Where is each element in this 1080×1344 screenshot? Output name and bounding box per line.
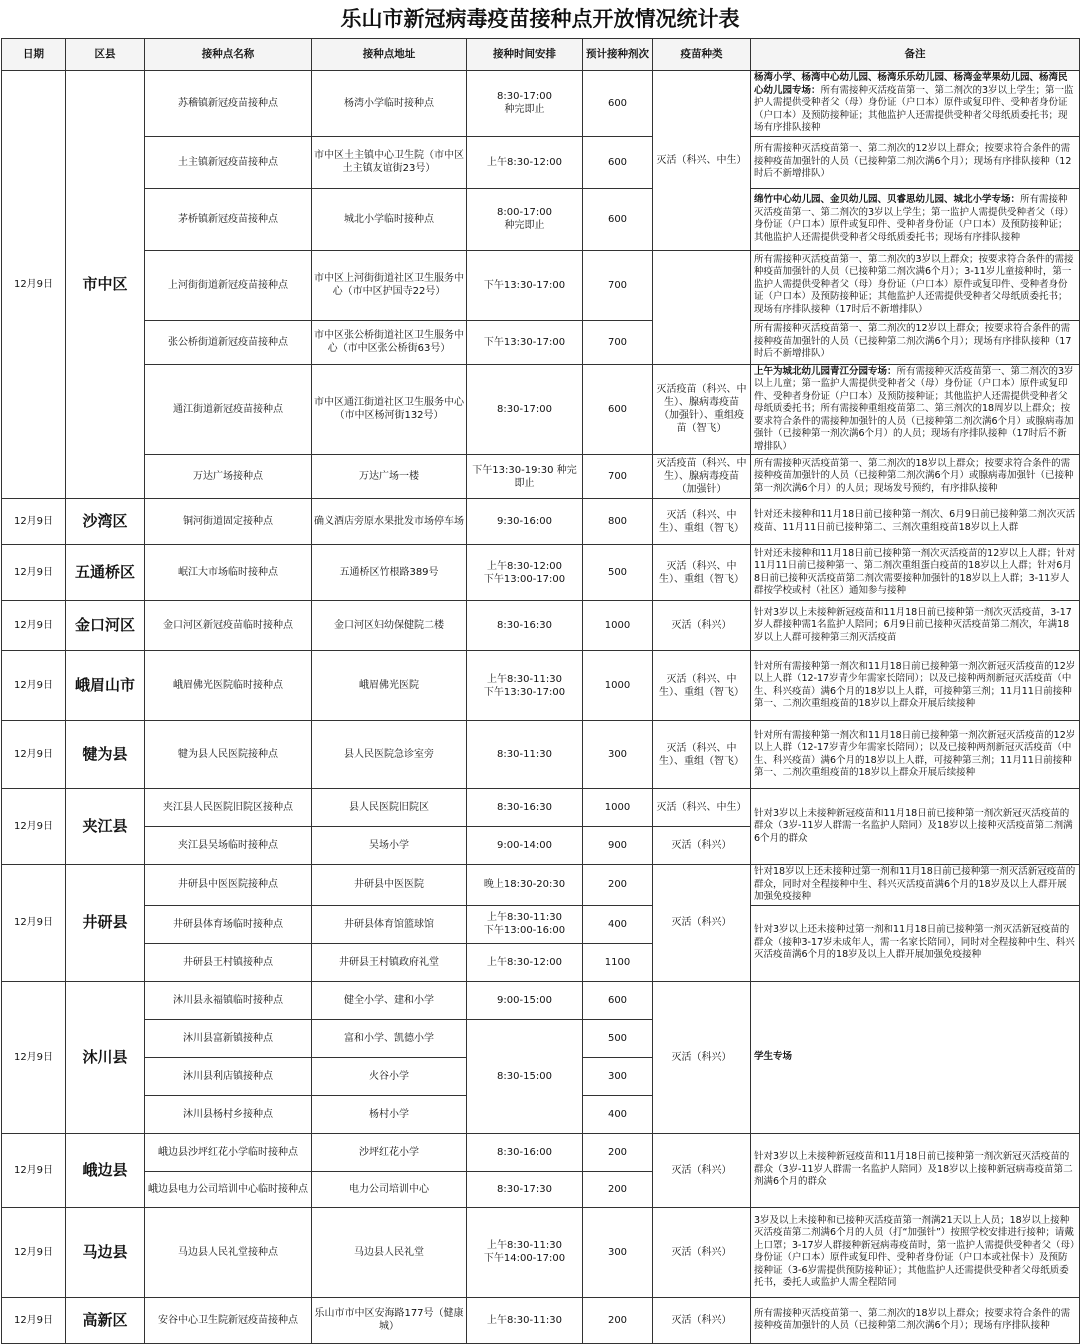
vaccine-type-cell (653, 250, 751, 364)
doses-cell: 300 (583, 721, 653, 789)
remarks-cell (751, 905, 1080, 981)
site-name-cell: 峨边县沙坪红花小学临时接种点 (145, 1133, 312, 1171)
doses-cell: 600 (583, 136, 653, 188)
address-cell: 金口河区妇幼保健院二楼 (312, 601, 467, 651)
doses-cell: 200 (583, 865, 653, 906)
remarks-text: 针对3岁以上还未接种过第一剂和11月18日前已接种第一剂灭活新冠疫苗的群众（接种3-17岁未成年人，需一名家长陪同），同时对全程接种中生、科兴灭活疫苗满6个月的18岁及以上人群开展加强免疫接种 (754, 924, 1075, 961)
table-row (2, 1207, 1080, 1297)
table-row (2, 789, 1080, 827)
time-cell: 8:30-16:30 (467, 789, 583, 827)
address-cell: 城北小学临时接种点 (312, 188, 467, 250)
remarks-cell (751, 981, 1080, 1133)
date-cell: 12月9日 (2, 499, 66, 545)
site-name-cell: 张公桥街道新冠疫苗接种点 (145, 320, 312, 364)
address-cell: 市中区张公桥街道社区卫生服务中心（市中区张公桥街63号） (312, 320, 467, 364)
site-name-cell: 沐川县富新镇接种点 (145, 1019, 312, 1057)
time-cell: 下午13:30-17:00 (467, 250, 583, 320)
remarks-text: 针对3岁以上未接种新冠疫苗和11月18日前已接种第一剂次灭活疫苗，3-17岁人群接种需1名监护人陪同；6月9日前已接种灭活疫苗第二剂次，年满18岁以上人群可接种第三剂灭活疫苗 (754, 606, 1072, 643)
date-cell: 12月9日 (2, 601, 66, 651)
date-cell: 12月9日 (2, 1207, 66, 1297)
remarks-cell (751, 545, 1080, 601)
site-name-cell: 铜河街道固定接种点 (145, 499, 312, 545)
site-name-cell: 万达广场接种点 (145, 455, 312, 499)
remarks-cell (751, 789, 1080, 865)
doses-cell: 500 (583, 545, 653, 601)
time-cell: 上午8:30-11:30 (467, 1297, 583, 1343)
remarks-text: 所有需接种灭活疫苗第一、第二剂次的18岁以上群众；按要求符合条件的需接种疫苗加强针的人员（已接种第二剂次满6个月）或腺病毒加强针（已接种第一剂次满6个月）的人员；现场发号预约，有序排队接种 (754, 457, 1074, 494)
doses-cell: 400 (583, 1095, 653, 1133)
vaccine-type-cell: 灭活（科兴） (653, 1297, 751, 1343)
site-name-cell: 通江街道新冠疫苗接种点 (145, 364, 312, 455)
header-vaccine-type: 疫苗种类 (653, 39, 751, 71)
vaccine-type-cell: 灭活（科兴、中生）、重组（智飞） (653, 545, 751, 601)
remarks-cell (751, 865, 1080, 906)
district-cell: 高新区 (66, 1297, 145, 1343)
time-cell: 8:30-16:00 (467, 1133, 583, 1171)
address-cell: 吴场小学 (312, 827, 467, 865)
remarks-highlight: 杨湾小学、杨湾中心幼儿园、杨湾乐乐幼儿园、杨湾金苹果幼儿园、杨湾民心幼儿园专场： (754, 72, 1068, 96)
address-cell: 杨湾小学临时接种点 (312, 71, 467, 137)
remarks-text: 所有需接种灭活疫苗第一、第二剂次的12岁以上群众；按要求符合条件的需接种疫苗加强针的人员（已接种第二剂次满6个月）；现场有序排队接种（17时后不新增排队） (754, 323, 1072, 360)
remarks-text: 针对还未接种和11月18日前已接种第一剂次、6月9日前已接种第二剂次灭活疫苗、11月11日前已接种第二、三剂次重组疫苗18岁以上人群 (754, 509, 1076, 533)
remarks-text: 针对3岁以上未接种新冠疫苗和11月18日前已接种第一剂次新冠灭活疫苗的群众（3岁-11岁人群需一名监护人陪同）及18岁以上接种灭活疫苗第二剂满6个月的群众 (754, 807, 1073, 844)
remarks-text: 针对所有需接种第一剂次和11月18日前已接种第一剂次新冠灭活疫苗的12岁以上人群（12-17岁青少年需家长陪同）；以及已接种两剂新冠灭活疫苗（中生、科兴疫苗）满6个月的18岁以上人群，可接种第三剂；11月11日前接种第一、二剂次重组疫苗的18岁以上群众开展后续接种 (754, 729, 1076, 778)
vaccine-type-cell: 灭活（科兴） (653, 981, 751, 1133)
site-name-cell: 井研县中医医院接种点 (145, 865, 312, 906)
remarks-highlight: 上午为城北幼儿园青江分园专场： (754, 365, 897, 377)
time-cell: 8:30-17:00 种完即止 (467, 71, 583, 137)
time-cell: 上午8:30-11:30 下午13:00-16:00 (467, 905, 583, 943)
vaccine-type-cell: 灭活（科兴、中生） (653, 71, 751, 251)
vaccine-type-cell: 灭活（科兴、中生）、重组（智飞） (653, 721, 751, 789)
doses-cell: 1100 (583, 943, 653, 981)
time-cell: 8:00-17:00 种完即止 (467, 188, 583, 250)
table-row (2, 601, 1080, 651)
remarks-cell (751, 1297, 1080, 1343)
remarks-text: 所有需接种灭活疫苗第一、第二剂次的3岁以上学生；第一监护人需提供受种者父（母）身份证（户口本）原件或复印件、受种者身份证（户口本）及预防接种证；其他监护人还需提供受种者父母纸质委托书；现场有序排队接种 (754, 194, 1074, 243)
doses-cell: 200 (583, 1171, 653, 1207)
address-cell: 富和小学、凯德小学 (312, 1019, 467, 1057)
remarks-text: 3岁及以上未接种和已接种灭活疫苗第一剂满21天以上人员；18岁以上接种灭活疫苗第二剂满6个月的人员（打“加强针”）按照学校安排进行接种；请戴上口罩；3-17岁人群接种新冠病毒疫苗时，第一监护人需提供受种者父（母）身份证（户口本）原件或复印件、受种者身份证（户口本或社保卡）及预防接种证（3-6岁需提供预防接种证）；其他监护人还需提供受种者父母纸质委托书，委托人或监护人需全程陪同 (754, 1214, 1075, 1288)
address-cell: 万达广场一楼 (312, 455, 467, 499)
remarks-cell (751, 188, 1080, 250)
remarks-text: 针对还未接种和11月18日前已接种第一剂次灭活疫苗的12岁以上人群；针对11月11日前已接种第一、第二剂次重组蛋白疫苗的18岁以上人群；针对6月8日前已接种灭活疫苗第二剂次需要接种加强针的18岁以上人群；3-11岁人群按学校或村（社区）通知参与接种 (754, 547, 1076, 596)
remarks-text: 所有需接种灭活疫苗第一、第二剂次的3岁以上学生；第一监护人需提供受种者父（母）身份证（户口本）原件或复印件、受种者身份证（户口本）及预防接种证；其他监护人还需提供受种者父母纸质委托书；现场有序排队接种 (754, 84, 1074, 133)
table-row (2, 136, 1080, 188)
remarks-text: 针对3岁以上未接种新冠疫苗和11月18日前已接种第一剂次新冠灭活疫苗的群众（3岁-11岁人群需一名监护人陪同）及18岁以上接种新冠病毒疫苗第二剂满6个月的群众 (754, 1151, 1073, 1188)
time-cell: 上午8:30-11:30 下午14:00-17:00 (467, 1207, 583, 1297)
remarks-cell (751, 1133, 1080, 1207)
header-time: 接种时间安排 (467, 39, 583, 71)
date-cell: 12月9日 (2, 71, 66, 499)
time-cell: 9:30-16:00 (467, 499, 583, 545)
vaccine-type-cell: 灭活（科兴、中生）、重组（智飞） (653, 499, 751, 545)
site-name-cell: 土主镇新冠疫苗接种点 (145, 136, 312, 188)
doses-cell: 1000 (583, 651, 653, 721)
document-title: 乐山市新冠病毒疫苗接种点开放情况统计表 (340, 7, 740, 31)
header-row (2, 39, 1080, 71)
vaccine-type-cell: 灭活（科兴、中生） (653, 789, 751, 827)
district-cell: 马边县 (66, 1207, 145, 1297)
address-cell: 乐山市市中区安海路177号（健康城） (312, 1297, 467, 1343)
time-cell: 上午8:30-12:00 下午13:00-17:00 (467, 545, 583, 601)
vaccine-type-cell: 灭活（科兴） (653, 1133, 751, 1207)
address-cell: 确义酒店旁原水果批发市场停车场 (312, 499, 467, 545)
address-cell: 井研县王村镇政府礼堂 (312, 943, 467, 981)
doses-cell: 900 (583, 827, 653, 865)
table-row (2, 865, 1080, 906)
site-name-cell: 犍为县人民医院接种点 (145, 721, 312, 789)
site-name-cell: 岷江大市场临时接种点 (145, 545, 312, 601)
table-row (2, 545, 1080, 601)
address-cell: 沙坪红花小学 (312, 1133, 467, 1171)
remarks-text: 所有需接种灭活疫苗第一、第二剂次的12岁以上群众；按要求符合条件的需接种疫苗加强针的人员（已接种第二剂次满6个月）；现场有序排队接种（12时后不新增排队） (754, 143, 1072, 180)
vaccine-type-cell: 灭活（科兴） (653, 1207, 751, 1297)
site-name-cell: 马边县人民礼堂接种点 (145, 1207, 312, 1297)
district-cell: 井研县 (66, 865, 145, 982)
remarks-cell (751, 721, 1080, 789)
address-cell: 市中区土主镇中心卫生院（市中区土主镇友谊街23号） (312, 136, 467, 188)
doses-cell: 600 (583, 71, 653, 137)
doses-cell: 600 (583, 188, 653, 250)
remarks-cell (751, 320, 1080, 364)
site-name-cell: 井研县王村镇接种点 (145, 943, 312, 981)
header-remarks: 备注 (751, 39, 1080, 71)
site-name-cell: 沐川县杨村乡接种点 (145, 1095, 312, 1133)
table-row (2, 1133, 1080, 1171)
remarks-cell (751, 71, 1080, 137)
doses-cell: 300 (583, 1207, 653, 1297)
doses-cell: 600 (583, 364, 653, 455)
address-cell: 马边县人民礼堂 (312, 1207, 467, 1297)
time-cell: 晚上18:30-20:30 (467, 865, 583, 906)
doses-cell: 300 (583, 1057, 653, 1095)
site-name-cell: 沐川县利店镇接种点 (145, 1057, 312, 1095)
table-row (2, 188, 1080, 250)
date-cell: 12月9日 (2, 1133, 66, 1207)
vaccine-type-cell: 灭活疫苗（科兴、中生）、腺病毒疫苗（加强针）、重组疫苗（智飞） (653, 364, 751, 455)
time-cell: 8:30-17:00 (467, 364, 583, 455)
site-name-cell: 井研县体育场临时接种点 (145, 905, 312, 943)
district-cell: 峨眉山市 (66, 651, 145, 721)
district-cell: 峨边县 (66, 1133, 145, 1207)
site-name-cell: 茅桥镇新冠疫苗接种点 (145, 188, 312, 250)
address-cell: 火谷小学 (312, 1057, 467, 1095)
vaccine-type-cell: 灭活（科兴、中生）、重组（智飞） (653, 651, 751, 721)
site-name-cell: 苏稽镇新冠疫苗接种点 (145, 71, 312, 137)
vaccine-type-cell: 灭活疫苗（科兴、中生）、腺病毒疫苗（加强针） (653, 455, 751, 499)
doses-cell: 700 (583, 455, 653, 499)
address-cell: 井研县中医医院 (312, 865, 467, 906)
district-cell: 夹江县 (66, 789, 145, 865)
doses-cell: 800 (583, 499, 653, 545)
site-name-cell: 夹江县人民医院旧院区接种点 (145, 789, 312, 827)
table-row (2, 499, 1080, 545)
site-name-cell: 夹江县吴场临时接种点 (145, 827, 312, 865)
site-name-cell: 峨边县电力公司培训中心临时接种点 (145, 1171, 312, 1207)
remarks-cell (751, 455, 1080, 499)
district-cell: 沙湾区 (66, 499, 145, 545)
header-address: 接种点地址 (312, 39, 467, 71)
table-body (2, 71, 1080, 1344)
time-cell: 下午13:30-19:30 种完即止 (467, 455, 583, 499)
time-cell: 下午13:30-17:00 (467, 320, 583, 364)
time-cell: 9:00-15:00 (467, 981, 583, 1019)
header-district: 区县 (66, 39, 145, 71)
address-cell: 峨眉佛光医院 (312, 651, 467, 721)
table-row (2, 721, 1080, 789)
header-site-name: 接种点名称 (145, 39, 312, 71)
address-cell: 县人民医院急诊室旁 (312, 721, 467, 789)
table-row (2, 71, 1080, 137)
remarks-cell (751, 601, 1080, 651)
date-cell: 12月9日 (2, 865, 66, 982)
date-cell: 12月9日 (2, 651, 66, 721)
table-row (2, 320, 1080, 364)
vaccine-type-cell: 灭活（科兴） (653, 827, 751, 865)
table-row (2, 250, 1080, 320)
district-cell: 市中区 (66, 71, 145, 499)
address-cell: 五通桥区竹根路389号 (312, 545, 467, 601)
time-cell: 上午8:30-12:00 (467, 136, 583, 188)
address-cell: 健全小学、建和小学 (312, 981, 467, 1019)
address-cell: 电力公司培训中心 (312, 1171, 467, 1207)
table-row (2, 364, 1080, 455)
time-cell: 8:30-17:30 (467, 1171, 583, 1207)
remarks-text: 所有需接种灭活疫苗第一、第二剂次的3岁以上群众；按要求符合条件的需接种疫苗加强针的人员（已接种第二剂次满6个月）；3-11岁儿童接种时，第一监护人需提供受种者父（母）身份证（户口本）原件或复印件、受种者身份证（户口本）及预防接种证；其他监护人还需提供受种者父母纸质委托书；现场有序排队接种（17时后不新增排队） (754, 253, 1074, 315)
time-cell: 上午8:30-12:00 (467, 943, 583, 981)
vaccination-table (1, 38, 1080, 1344)
remarks-text: 针对所有需接种第一剂次和11月18日前已接种第一剂次新冠灭活疫苗的12岁以上人群（12-17岁青少年需家长陪同）；以及已接种两剂新冠灭活疫苗（中生、科兴疫苗）满6个月的18岁以上人群，可接种第三剂；11月11日前接种第一、二剂次重组疫苗的18岁以上群众开展后续接种 (754, 660, 1076, 709)
table-row (2, 651, 1080, 721)
district-cell: 五通桥区 (66, 545, 145, 601)
doses-cell: 200 (583, 1133, 653, 1171)
remarks-cell (751, 364, 1080, 455)
table-row (2, 905, 1080, 943)
vaccine-type-cell: 灭活（科兴） (653, 601, 751, 651)
remarks-cell (751, 250, 1080, 320)
doses-cell: 500 (583, 1019, 653, 1057)
remarks-highlight: 绵竹中心幼儿园、金贝幼儿园、贝睿思幼儿园、城北小学专场： (754, 194, 1021, 205)
address-cell: 杨村小学 (312, 1095, 467, 1133)
doses-cell: 200 (583, 1297, 653, 1343)
header-doses: 预计接种剂次 (583, 39, 653, 71)
time-cell: 8:30-15:00 (467, 1019, 583, 1133)
doses-cell: 700 (583, 250, 653, 320)
date-cell: 12月9日 (2, 1297, 66, 1343)
time-cell: 8:30-16:30 (467, 601, 583, 651)
site-name-cell: 峨眉佛光医院临时接种点 (145, 651, 312, 721)
district-cell: 犍为县 (66, 721, 145, 789)
remarks-text: 所有需接种灭活疫苗第一、第二剂次的3岁以上儿童；第一监护人需提供受种者父（母）身份证（户口本）原件或复印件、受种者身份证（户口本）及预防接种证；其他监护人还需提供受种者父母纸质委托书；所有需接种重组疫苗第二、第三剂次的18周岁以上群众；按要求符合条件的需接种加强针的人员（已接种第二剂次满6个月）或腺病毒加强针（已接种第一剂次满6个月）的人员；现场有序排队接种（17时后不新增排队） (754, 365, 1074, 452)
doses-cell: 1000 (583, 601, 653, 651)
date-cell: 12月9日 (2, 981, 66, 1133)
site-name-cell: 沐川县永福镇临时接种点 (145, 981, 312, 1019)
remarks-cell (751, 136, 1080, 188)
address-cell: 县人民医院旧院区 (312, 789, 467, 827)
remarks-cell (751, 651, 1080, 721)
doses-cell: 700 (583, 320, 653, 364)
remarks-cell (751, 499, 1080, 545)
address-cell: 市中区上河街街道社区卫生服务中心（市中区护国寺22号） (312, 250, 467, 320)
site-name-cell: 上河街街道新冠疫苗接种点 (145, 250, 312, 320)
time-cell: 8:30-11:30 (467, 721, 583, 789)
date-cell: 12月9日 (2, 789, 66, 865)
address-cell: 市中区通江街道社区卫生服务中心（市中区杨河街132号） (312, 364, 467, 455)
remarks-text: 针对18岁以上还未接种过第一剂和11月18日前已接种第一剂灭活新冠疫苗的群众，同时对全程接种中生、科兴灭活疫苗满6个月的18岁及以上人群开展加强免疫接种 (754, 866, 1076, 902)
remarks-highlight: 学生专场 (754, 1050, 793, 1062)
table-row (2, 1297, 1080, 1343)
district-cell: 金口河区 (66, 601, 145, 651)
doses-cell: 600 (583, 981, 653, 1019)
remarks-text: 所有需接种灭活疫苗第一、第二剂次的18岁以上群众；按要求符合条件的需接种疫苗加强针的人员（已接种第二剂次满6个月）；现场有序排队接种 (754, 1307, 1071, 1331)
site-name-cell: 金口河区新冠疫苗临时接种点 (145, 601, 312, 651)
doses-cell: 400 (583, 905, 653, 943)
header-date: 日期 (2, 39, 66, 71)
time-cell: 9:00-14:00 (467, 827, 583, 865)
doses-cell: 1000 (583, 789, 653, 827)
district-cell: 沐川县 (66, 981, 145, 1133)
date-cell: 12月9日 (2, 545, 66, 601)
table-row (2, 981, 1080, 1019)
address-cell: 井研县体育馆篮球馆 (312, 905, 467, 943)
site-name-cell: 安谷中心卫生院新冠疫苗接种点 (145, 1297, 312, 1343)
table-row (2, 455, 1080, 499)
date-cell: 12月9日 (2, 721, 66, 789)
vaccine-type-cell: 灭活（科兴） (653, 865, 751, 982)
time-cell: 上午8:30-11:30 下午13:30-17:00 (467, 651, 583, 721)
remarks-cell (751, 1207, 1080, 1297)
